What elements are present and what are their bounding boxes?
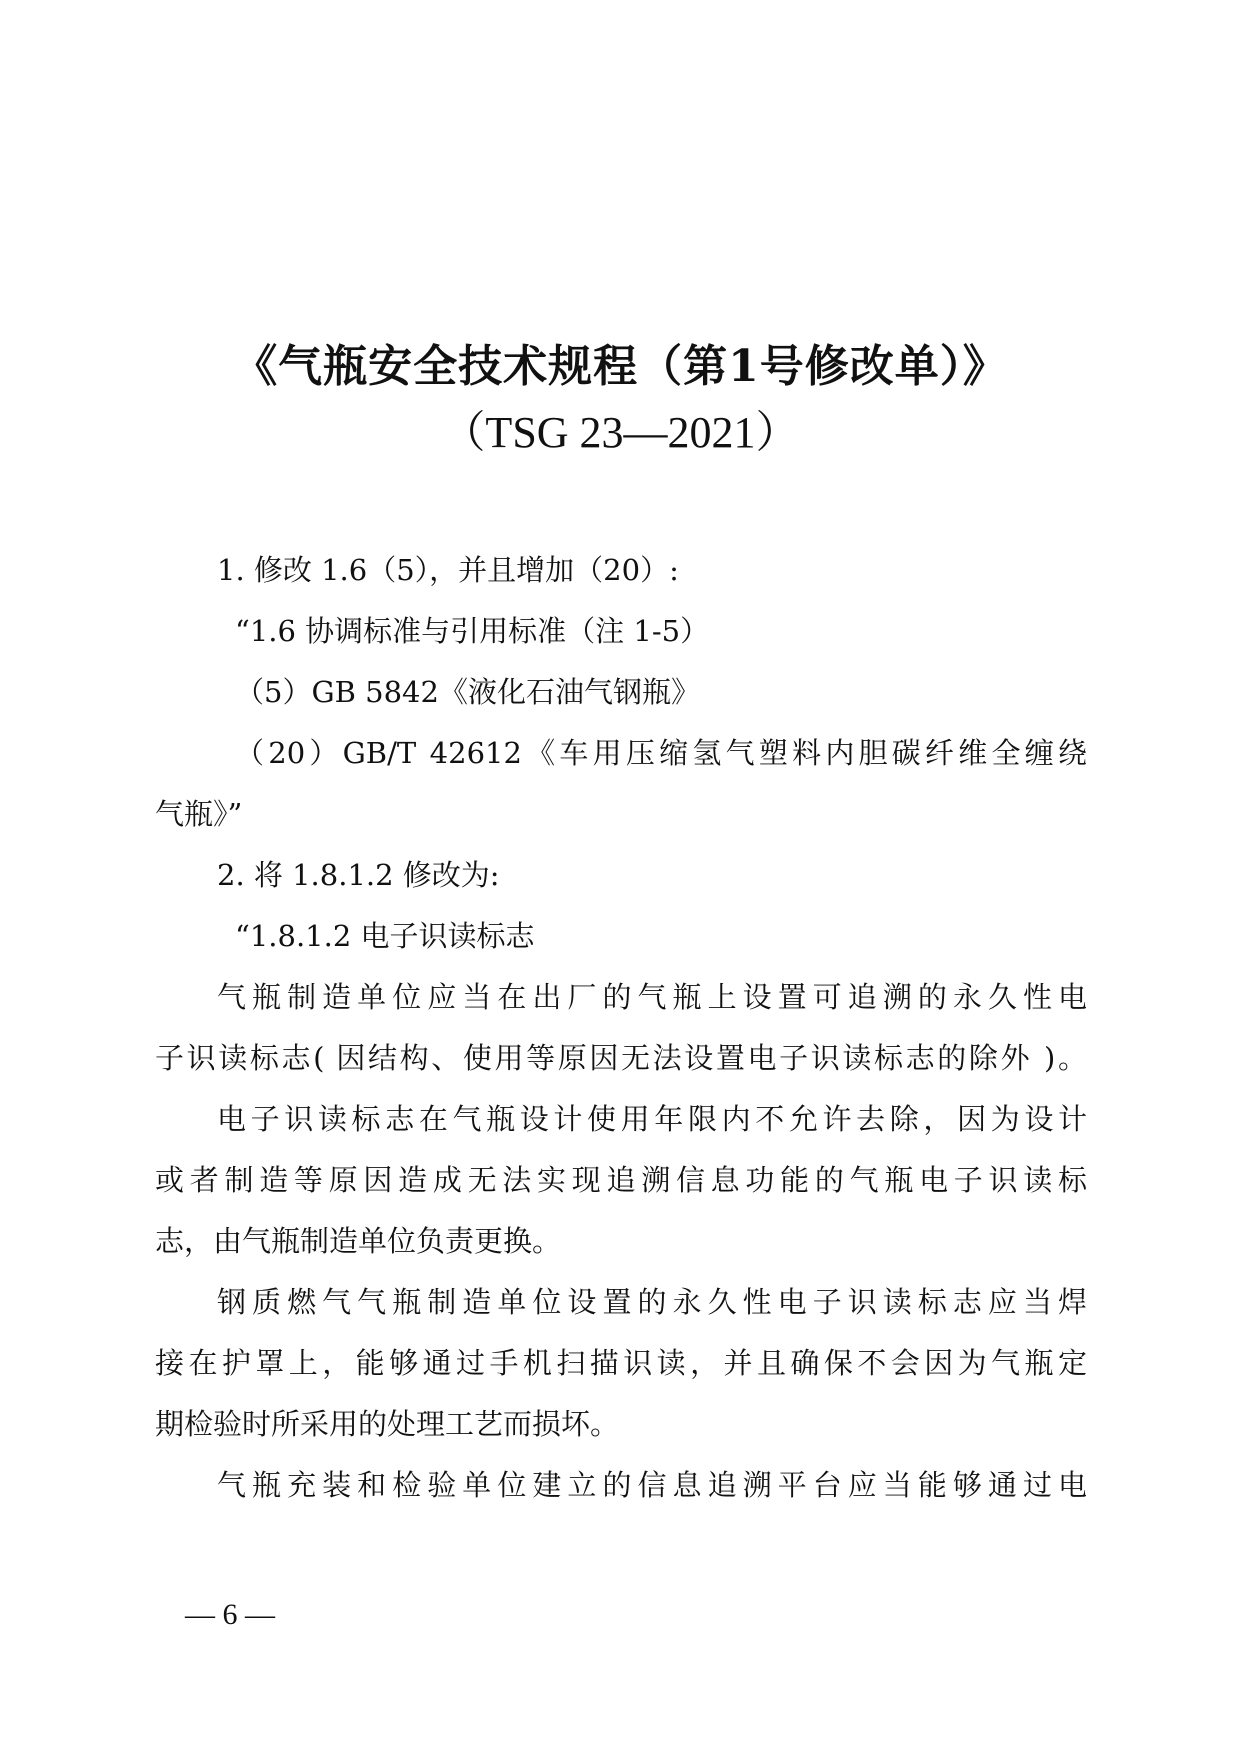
paragraph-line: 或者制造等原因造成无法实现追溯信息功能的气瓶电子识读标 (155, 1163, 1087, 1197)
section-heading-1-8-1-2: “1.8.1.2 电子识读标志 (235, 919, 535, 953)
standard-item-20-continued: 气瓶》” (155, 797, 243, 831)
paragraph-line: 子识读标志( 因结构、使用等原因无法设置电子识读标志的除外 )。 (155, 1041, 1087, 1075)
paragraph-line: 接在护罩上，能够通过手机扫描识读，并且确保不会因为气瓶定 (155, 1346, 1087, 1380)
amendment-item-1: 1. 修改 1.6（5），并且增加（20）: (217, 553, 679, 587)
paragraph-line: 钢质燃气气瓶制造单位设置的永久性电子识读标志应当焊 (217, 1285, 1087, 1319)
document-subtitle: （TSG 23—2021） (441, 408, 800, 457)
standard-item-20: （20）GB/T 42612《车用压缩氢气塑料内胆碳纤维全缠绕 (235, 736, 1087, 770)
paragraph-line: 气瓶制造单位应当在出厂的气瓶上设置可追溯的永久性电 (217, 980, 1087, 1014)
section-heading-1-6: “1.6 协调标准与引用标准（注 1-5） (235, 614, 710, 648)
page-number: — 6 — (185, 1598, 275, 1631)
paragraph-line: 志，由气瓶制造单位负责更换。 (155, 1224, 562, 1258)
document-body (155, 540, 1087, 1516)
paragraph-line: 电子识读标志在气瓶设计使用年限内不允许去除，因为设计 (217, 1102, 1087, 1136)
standard-item-5: （5）GB 5842《液化石油气钢瓶》 (235, 675, 700, 709)
amendment-item-2: 2. 将 1.8.1.2 修改为: (217, 858, 500, 892)
paragraph-line: 气瓶充装和检验单位建立的信息追溯平台应当能够通过电 (217, 1468, 1087, 1502)
paragraph-line: 期检验时所采用的处理工艺而损坏。 (155, 1407, 620, 1441)
document-title-block (0, 335, 1241, 465)
document-title: 《气瓶安全技术规程（第1号修改单）》 (233, 341, 1008, 392)
